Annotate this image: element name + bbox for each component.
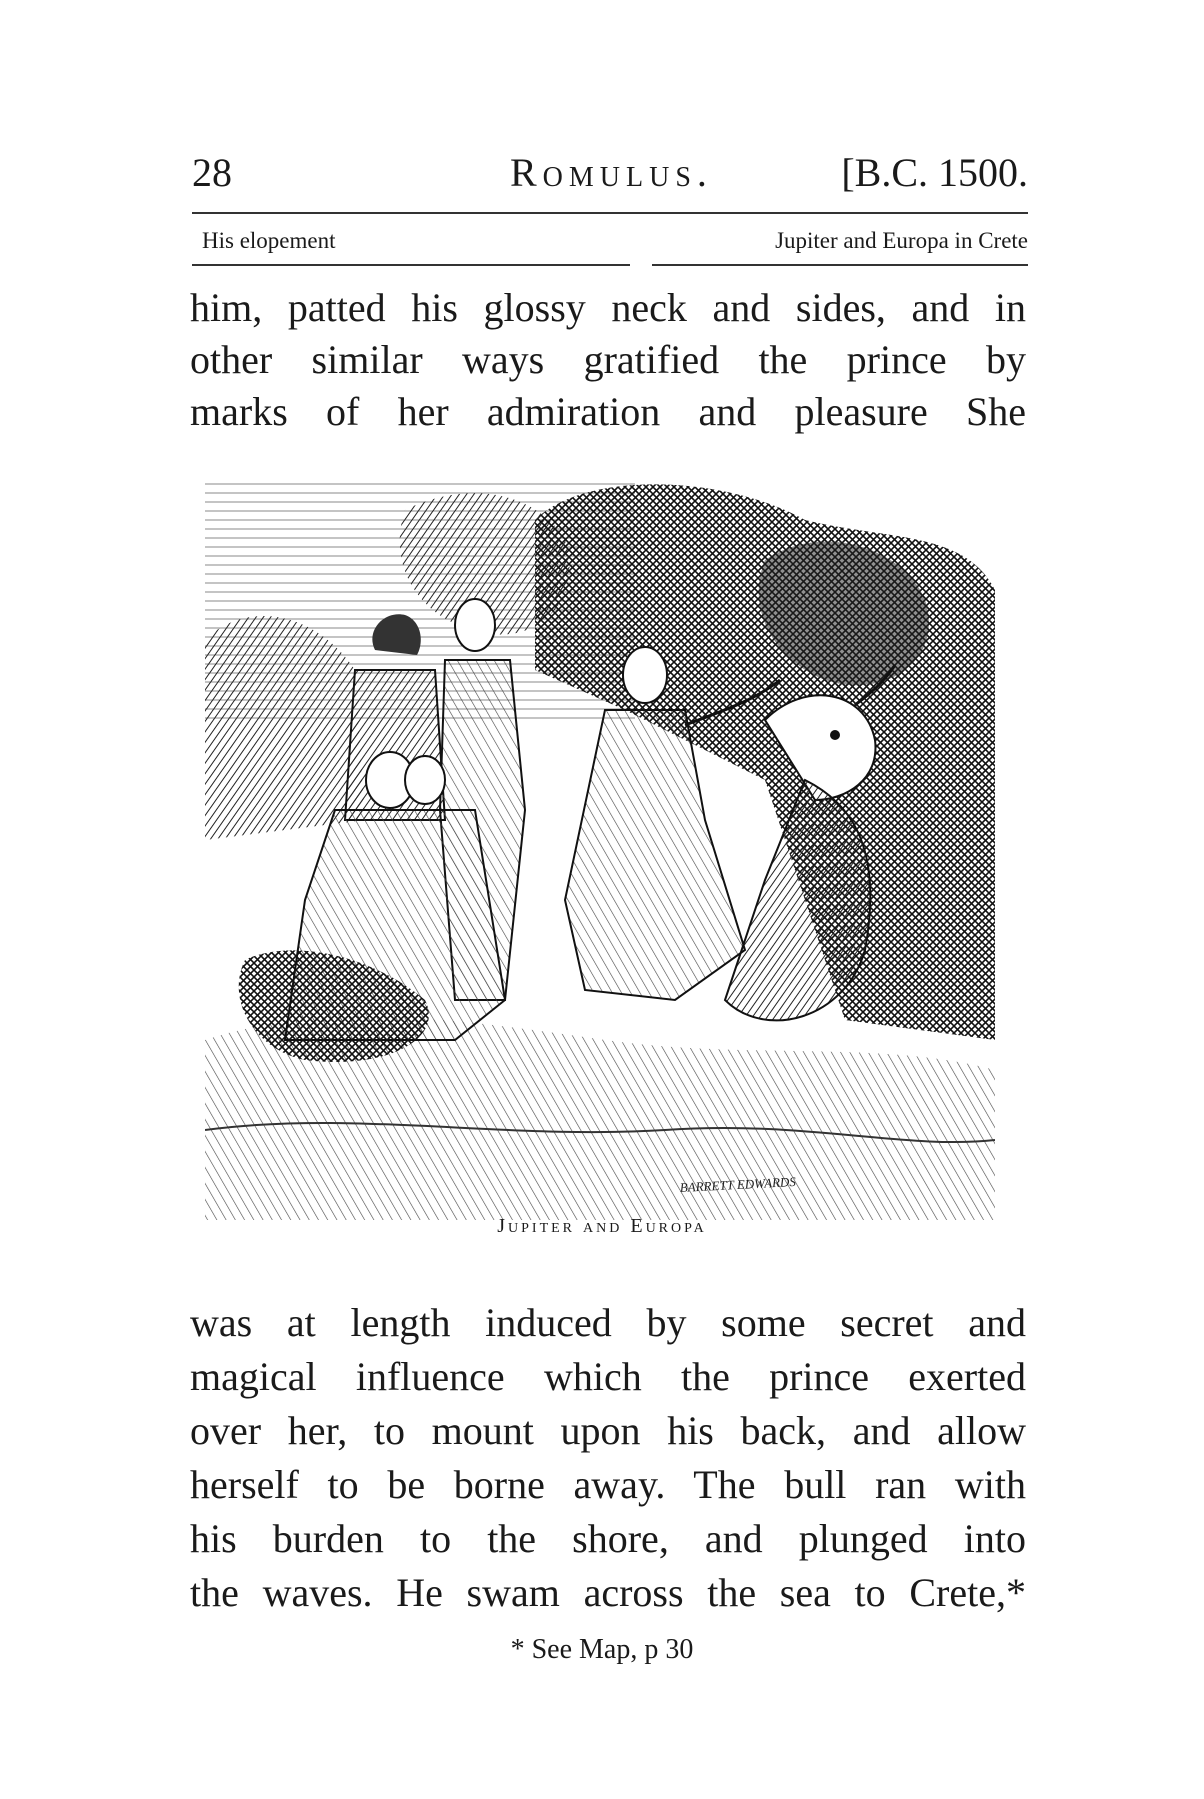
text-line: his burden to the shore, and plunged into	[190, 1516, 1026, 1561]
body-text-top	[190, 282, 1026, 438]
text-line: him, patted his glossy neck and sides, and in	[190, 285, 1026, 330]
page-number: 28	[192, 150, 232, 195]
header-rule	[192, 212, 1028, 214]
sidenote-rule-left	[192, 264, 630, 266]
running-date: [B.C. 1500.	[841, 150, 1028, 195]
sidenote-rule-right	[652, 264, 1028, 266]
running-head	[192, 148, 1028, 198]
text-line: the waves. He swam across the sea to Crete,*	[190, 1570, 1026, 1615]
engraver-signature: BARRETT EDWARDS	[679, 1173, 797, 1195]
running-title: Romulus.	[510, 150, 713, 195]
text-line: marks of her admiration and pleasure She	[190, 389, 1026, 434]
text-line: magical influence which the prince exerted	[190, 1354, 1026, 1399]
body-text-bottom	[190, 1296, 1026, 1620]
sidenote-left: His elopement	[202, 228, 336, 253]
text-line: over her, to mount upon his back, and allow	[190, 1408, 1026, 1453]
illustration-caption: Jupiter and Europa	[497, 1215, 707, 1237]
engraving-illustration	[205, 480, 995, 1220]
text-line: herself to be borne away. The bull ran with	[190, 1462, 1026, 1507]
text-line: other similar ways gratified the prince by	[190, 337, 1026, 382]
text-line: was at length induced by some secret and	[190, 1300, 1026, 1345]
footnote: * See Map, p 30	[510, 1634, 694, 1665]
sidenote-right: Jupiter and Europa in Crete	[775, 228, 1028, 253]
